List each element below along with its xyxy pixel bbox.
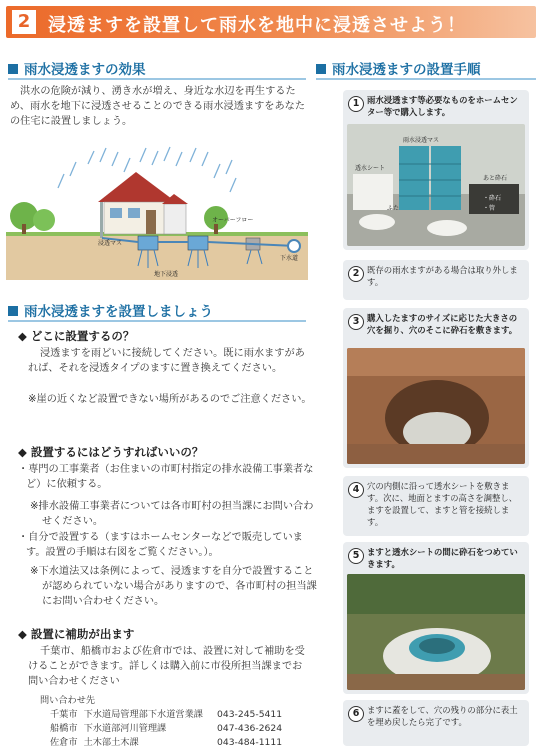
step-text: ますに蓋をして、穴の残りの部分に表土を埋め戻したら完了です。 [367,705,518,727]
contact-city: 船橋市 [50,723,78,734]
step-number: 1 [348,96,364,112]
contact-tel: 043-245-5411 [217,709,283,720]
mass-label: 雨水浸透マス [403,137,440,144]
contact-row [40,722,288,736]
lid-label: ふた [387,205,400,212]
step-text: 雨水浸透ます等必要なものをホームセンター等で購入します。 [367,95,518,117]
step-1-photo [347,124,525,246]
step-4 [343,476,529,536]
how-note-1: ※排水設備工事業者については各市町村の担当課にお問い合わせください。 [30,501,314,527]
question-where: ◆ どこに設置するの？ [18,329,135,343]
square-bullet-icon [316,64,326,74]
groundwater-label: 地下浸透 [154,271,179,278]
divider [8,78,306,80]
infiltration-diagram [6,146,308,280]
effect-section-title: 雨水浸透ますの効果 [8,58,146,78]
question-how: ◆ 設置するにはどうすればいいの？ [18,445,204,459]
effect-text: 洪水の危険が減り、湧き水が増え、身近な水辺を再生するため、雨水を地下に浸透させることのできる雨水浸透ますをあなたの住宅に設置しましょう。 [10,86,306,127]
where-note: ※崖の近くなど設置できない場所があるのでご注意ください。 [28,394,312,405]
step-5-photo [347,574,525,690]
step-text: 購入したますのサイズに応じた大きさの穴を掘り、穴のそこに砕石を敷きます。 [367,313,518,335]
step-number: 6 [348,706,364,722]
contact-dept: 土木部土木課 [83,737,139,748]
divider [316,78,536,80]
install-section-title: 雨水浸透ますを設置しましょう [8,300,213,320]
step-number: 2 [348,266,364,282]
steps-section-title: 雨水浸透ますの設置手順 [316,58,481,78]
page-title: 浸透ますを設置して雨水を地中に浸透させよう！ [48,15,466,36]
step-number: 3 [348,314,364,330]
contact-city: 佐倉市 [50,737,78,748]
contact-table [40,708,288,750]
contact-row [40,736,288,750]
how-bullet-2: ・自分で設置する（ますはホームセンターなどで販売しています。設置の手順は右図をご覧ください。）。 [18,532,303,558]
step-number: 4 [348,482,364,498]
contact-block [40,694,288,750]
section-number: 2 [12,10,36,34]
step-text: ますと透水シートの間に砕石をつめていきます。 [367,547,518,569]
sewer-label: 下水道 [280,255,299,262]
step-2 [343,260,529,300]
where-text: 浸透ますを雨どいに接続してください。既に雨水ますがあれば、それを浸透タイプのますに置き換えてください。 [28,348,305,374]
page-header [6,6,536,38]
step-text: 穴の内側に沿って透水シートを敷きます。次に、地面とますの高さを調整し、ますを設置して、ますと管を接続します。 [367,481,518,527]
how-note-2: ※下水道法又は条例によって、浸透ますを自分で設置することが認められていない場合がありますので、各市町村の担当課にお問い合わせください。 [30,566,317,607]
contact-tel: 043-484-1111 [217,737,283,748]
contact-dept: 下水道部河川管理課 [83,723,167,734]
question-subsidy: ◆ 設置に補助が出ます [18,627,135,641]
divider [8,320,306,322]
pipe-label: ・管 [483,205,496,212]
overflow-label: オーバーフロー [212,217,254,224]
contact-city: 千葉市 [50,709,78,720]
sheet-label: 透水シート [355,165,386,172]
contact-dept: 下水道局管理部下水道営業課 [83,709,203,720]
subsidy-text: 千葉市、船橋市および佐倉市では、設置に対して補助を受けることができます。詳しくは購入前に市役所担当課までお問い合わせください [28,646,305,687]
contact-row [40,708,288,722]
step-6 [343,700,529,746]
square-bullet-icon [8,306,18,316]
step-number: 5 [348,548,364,564]
how-bullet-1: ・専門の工事業者（お住まいの市町村指定の排水設備工事業者など）に依頼する。 [18,464,314,490]
step-3-photo [347,348,525,464]
side-label: あと砕石 [483,175,508,182]
step-text: 既存の雨水ますがある場合は取り外します。 [367,265,518,287]
gravel-label: ・砕石 [483,195,502,202]
square-bullet-icon [8,64,18,74]
infiltration-box-label: 浸透マス [98,240,123,247]
contact-title: 問い合わせ先 [40,695,96,706]
contact-tel: 047-436-2624 [217,723,283,734]
